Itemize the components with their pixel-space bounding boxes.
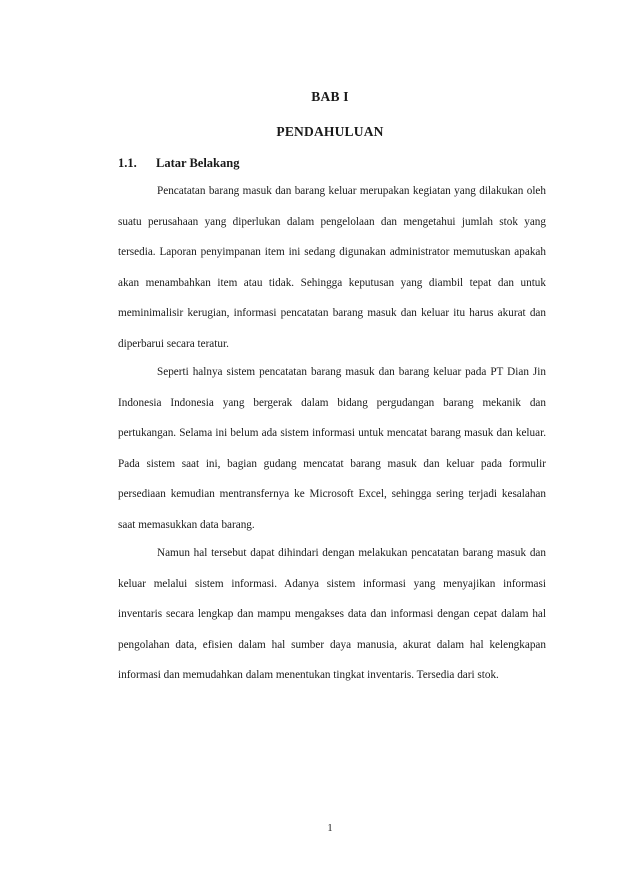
paragraph-2: Seperti halnya sistem pencatatan barang masuk dan barang keluar pada PT Dian Jin Indonesia Indonesia yang bergerak dalam bidang pergudangan barang mekanik dan pertukangan. Selama ini belum ada sistem informasi untuk mencatat barang masuk dan keluar. Pada sistem saat ini, bagian gudang mencatat barang masuk dan keluar pada formulir persediaan kemudian mentransfernya ke Microsoft Excel, sehingga sering terjadi kesalahan saat memasukkan data barang. — [118, 366, 546, 531]
section-number: 1.1. — [118, 156, 137, 170]
chapter-title: PENDAHULUAN — [276, 124, 384, 139]
chapter-number: BAB I — [311, 89, 349, 104]
section-heading — [118, 156, 239, 171]
section-title: Latar Belakang — [156, 156, 240, 170]
page-number: 1 — [327, 823, 333, 834]
paragraph-1: Pencatatan barang masuk dan barang keluar merupakan kegiatan yang dilakukan oleh suatu perusahaan yang diperlukan dalam pengelolaan dan mengetahui jumlah stok yang tersedia. Laporan penyimpanan item ini sedang digunakan administrator memutuskan apakah akan menambahkan item atau tidak. Sehingga keputusan yang diambil tepat dan untuk meminimalisir kerugian, informasi pencatatan barang masuk dan keluar itu harus akurat dan diperbarui secara teratur. — [118, 185, 546, 350]
paragraph-3: Namun hal tersebut dapat dihindari dengan melakukan pencatatan barang masuk dan keluar melalui sistem informasi. Adanya sistem informasi yang menyajikan informasi inventaris secara lengkap dan mampu mengakses data dan informasi dengan cepat dalam hal pengolahan data, efisien dalam hal sumber daya manusia, akurat dalam hal kelengkapan informasi dan memudahkan dalam menentukan tingkat inventaris. Tersedia dari stok. — [118, 547, 546, 681]
